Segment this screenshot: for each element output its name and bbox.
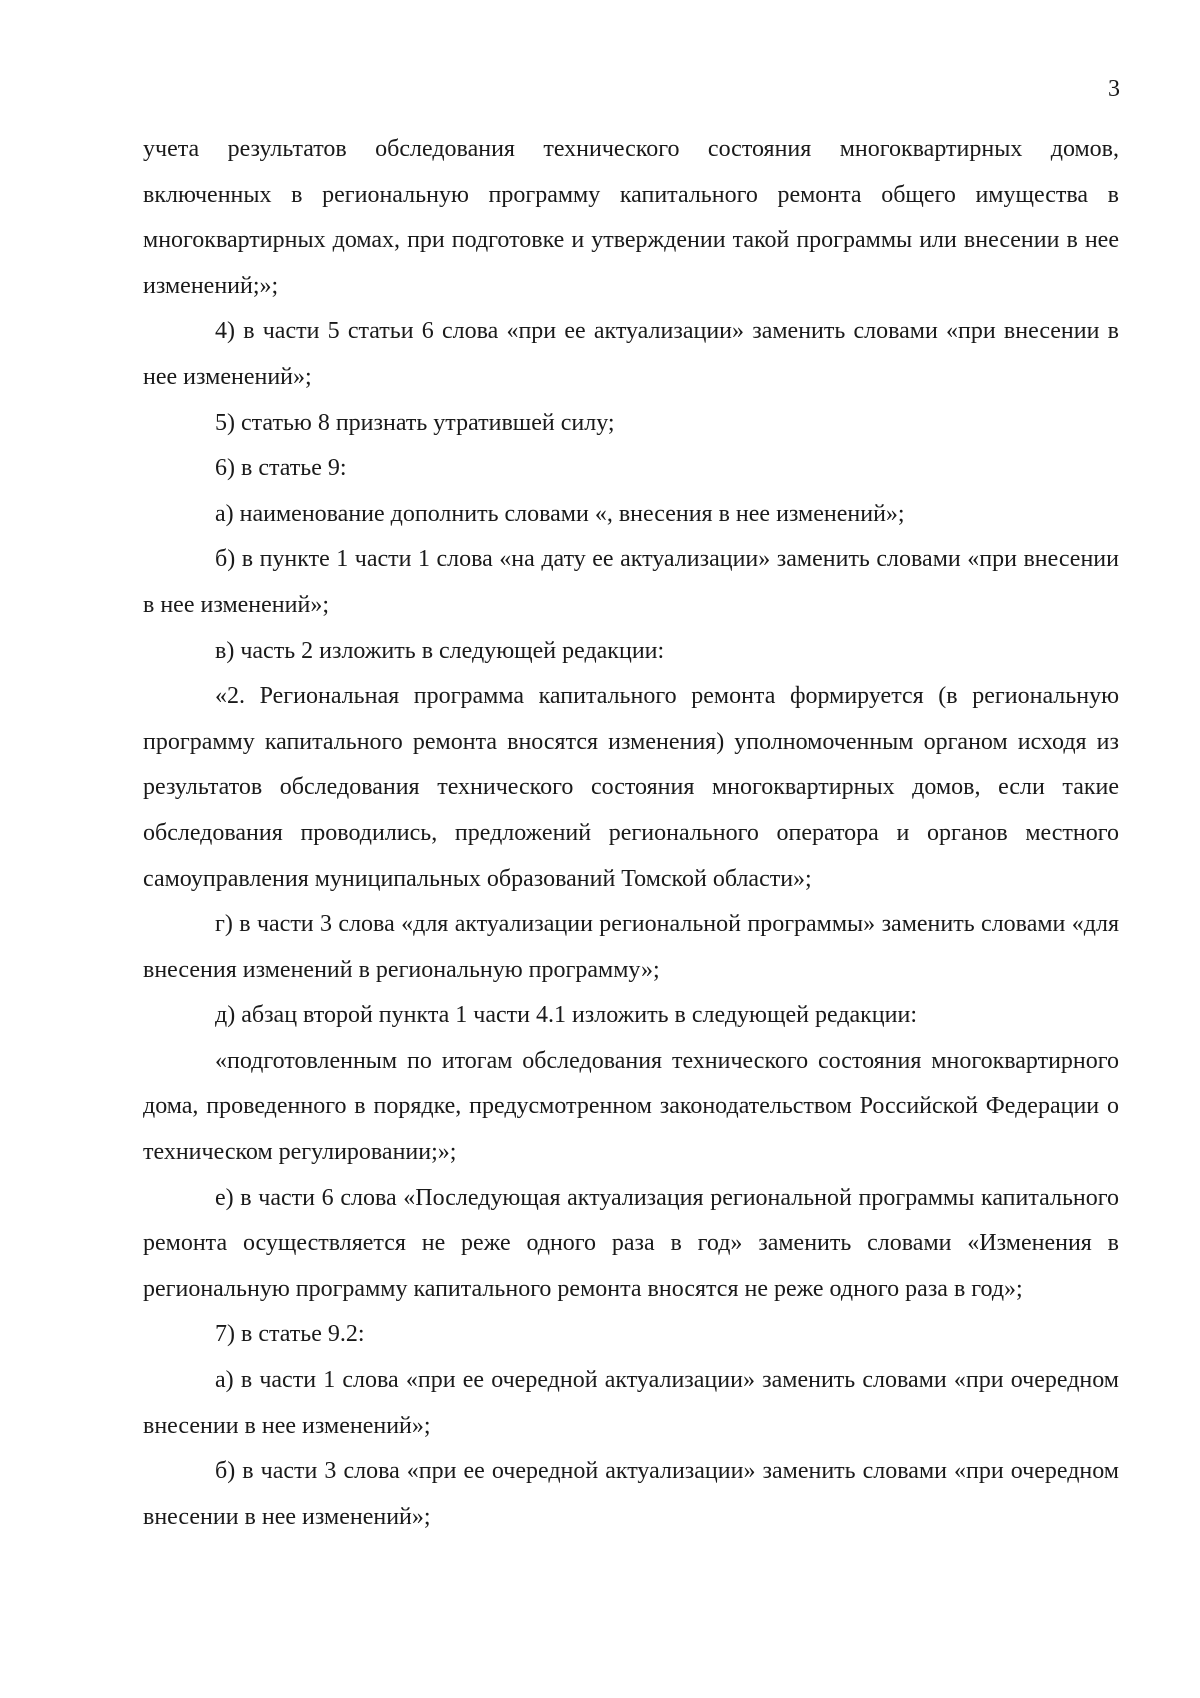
paragraph-continuation: учета результатов обследования технического состояния многоквартирных домов, включенных в региональную программу капитального ремонта общего имущества в многоквартирных домах, при подготовке и утверждении такой программы или внесении в нее изменений;»; — [143, 136, 1119, 299]
paragraph-item-6e: е) в части 6 слова «Последующая актуализация региональной программы капитального ремонта осуществляется не реже одного раза в год» заменить словами «Изменения в региональную программу капитального ремонта вносятся не реже одного раза в год»; — [143, 1184, 1119, 1302]
paragraph-item-5: 5) статью 8 признать утратившей силу; — [215, 409, 615, 436]
paragraph-item-4: 4) в части 5 статьи 6 слова «при ее актуализации» заменить словами «при внесении в нее изменений»; — [143, 318, 1119, 390]
paragraph-item-7b: б) в части 3 слова «при ее очередной актуализации» заменить словами «при очередном внесении в нее изменений»; — [143, 1458, 1119, 1530]
paragraph-item-6: 6) в статье 9: — [215, 455, 347, 482]
document-body — [143, 127, 1119, 1540]
page-number: 3 — [1108, 76, 1120, 102]
paragraph-quoted-part-2: «2. Региональная программа капитального ремонта формируется (в региональную программу капитального ремонта вносятся изменения) уполномоченным органом исходя из результатов обследования технического состояния многоквартирных домов, если такие обследования проводились, предложений регионального оператора и органов местного самоуправления муниципальных образований Томской области»; — [143, 683, 1119, 892]
paragraph-item-6d: д) абзац второй пункта 1 части 4.1 изложить в следующей редакции: — [215, 1002, 917, 1029]
paragraph-quoted-abzac: «подготовленным по итогам обследования технического состояния многоквартирного дома, проведенного в порядке, предусмотренном законодательством Российской Федерации о техническом регулировании;»; — [143, 1047, 1119, 1166]
paragraph-item-7a: а) в части 1 слова «при ее очередной актуализации» заменить словами «при очередном внесении в нее изменений»; — [143, 1367, 1119, 1439]
paragraph-item-6v: в) часть 2 изложить в следующей редакции: — [215, 637, 665, 664]
paragraph-item-6a: а) наименование дополнить словами «, внесения в нее изменений»; — [215, 500, 905, 527]
paragraph-item-6b: б) в пункте 1 части 1 слова «на дату ее актуализации» заменить словами «при внесении в нее изменений»; — [143, 546, 1119, 618]
paragraph-item-6g: г) в части 3 слова «для актуализации региональной программы» заменить словами «для внесения изменений в региональную программу»; — [143, 911, 1119, 983]
paragraph-item-7: 7) в статье 9.2: — [215, 1321, 365, 1348]
